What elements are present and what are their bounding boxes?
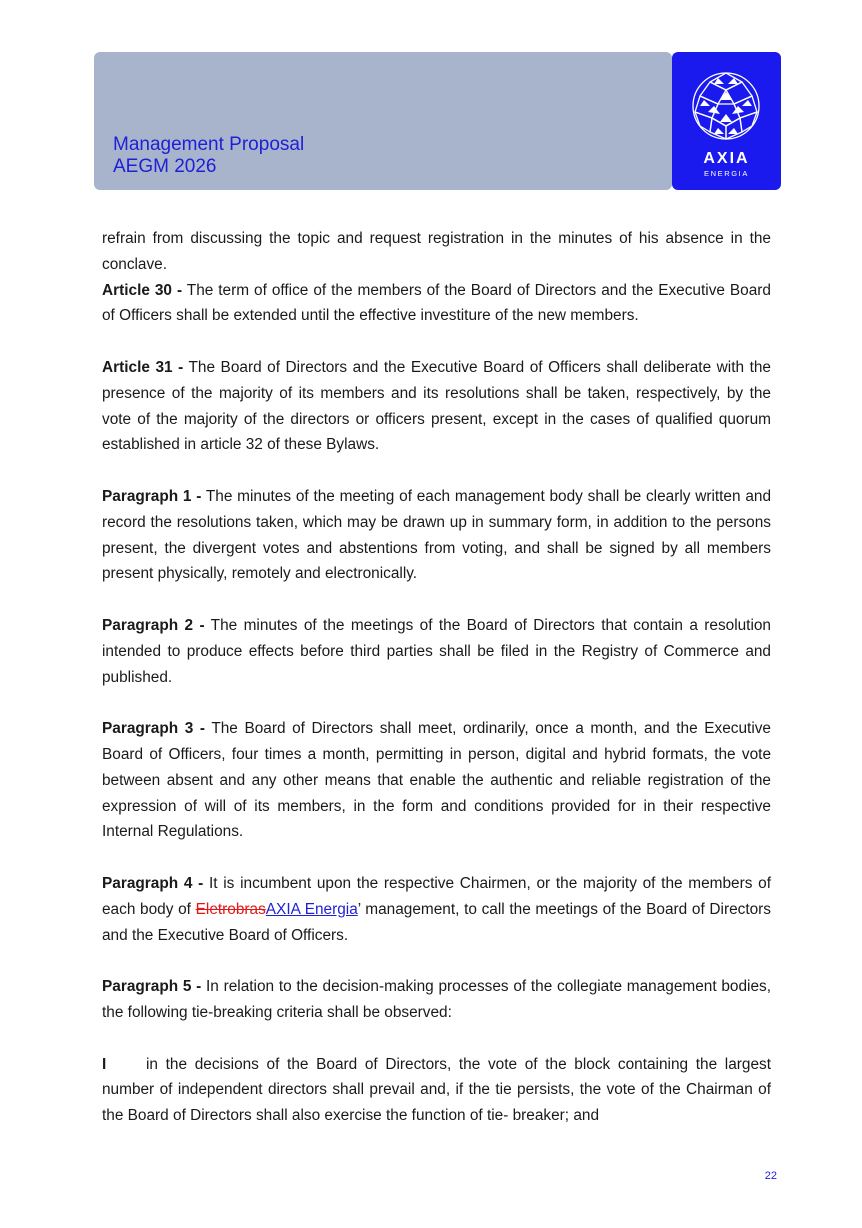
document-title-line2: AEGM 2026 <box>113 156 217 177</box>
paragraph-5-text: In relation to the decision-making processes of the collegiate management bodies, the following tie-breaking criteria shall be observed: <box>102 978 771 1021</box>
list-item-text: in the decisions of the Board of Directors, the vote of the block containing the largest number of independent directors shall prevail and, if the tie persists, the vote of the Chairman of the Board of Directors shall also exercise the function of tie- breaker; and <box>102 1055 771 1125</box>
paragraph-4 <box>102 871 771 948</box>
company-logo <box>672 52 781 190</box>
logo-subtitle: ENERGIA <box>704 169 749 178</box>
paragraph-4-text-start: It is incumbent upon the respective Chairmen, or the majority of the members of each body of <box>102 874 771 918</box>
paragraph-1 <box>102 484 771 587</box>
list-item <box>102 1052 771 1129</box>
article-30-label: Article 30 - <box>102 281 183 299</box>
deleted-text: Eletrobras <box>195 900 266 918</box>
article-30 <box>102 278 771 330</box>
article-31-label: Article 31 - <box>102 358 184 376</box>
logo-wordmark: AXIA <box>703 150 750 167</box>
document-title-line1: Management Proposal <box>113 134 305 155</box>
paragraph-3 <box>102 716 771 845</box>
document-title <box>113 134 304 178</box>
continued-paragraph: refrain from discussing the topic and request registration in the minutes of his absence in the conclave. <box>102 230 771 273</box>
paragraph-2-label: Paragraph 2 - <box>102 616 205 634</box>
paragraph-1-text: The minutes of the meeting of each management body shall be clearly written and record the resolutions taken, which may be drawn up in summary form, in addition to the persons present, the divergent votes and abstentions from voting, and shall be signed by all members present physically, remotely and electronically. <box>102 487 772 583</box>
header-banner <box>94 52 672 190</box>
article-30-text: The term of office of the members of the Board of Directors and the Executive Board of Officers shall be extended until the effective investiture of the new members. <box>102 281 771 325</box>
paragraph-2-text: The minutes of the meetings of the Board of Directors that contain a resolution intended to produce effects before third parties shall be filed in the Registry of Commerce and published. <box>102 616 771 686</box>
article-31 <box>102 355 771 458</box>
paragraph-2 <box>102 613 771 690</box>
paragraph-3-text: The Board of Directors shall meet, ordinarily, once a month, and the Executive Board of Officers, four times a month, permitting in person, digital and hybrid formats, the vote between absent and any other means that enable the authentic and reliable registration of the expression of will of its members, in the form and conditions provided for in their respective Internal Regulations. <box>102 720 771 841</box>
paragraph-3-label: Paragraph 3 - <box>102 720 206 738</box>
inserted-text: AXIA Energia <box>265 900 358 918</box>
page-number: 22 <box>764 1170 777 1182</box>
geodesic-globe-icon <box>690 70 762 142</box>
document-body <box>102 226 771 1129</box>
paragraph-5 <box>102 974 771 1026</box>
paragraph-5-label: Paragraph 5 - <box>102 978 202 996</box>
list-item-number: I <box>102 1055 107 1073</box>
paragraph-4-text-end: ’ management, to call the meetings of the Board of Directors and the Executive Board of Officers. <box>102 900 771 944</box>
paragraph-4-label: Paragraph 4 - <box>102 874 204 892</box>
article-31-text: The Board of Directors and the Executive Board of Officers shall deliberate with the presence of the majority of its members and its resolutions shall be taken, respectively, by the vote of the majority of the directors or officers present, except in the cases of qualified quorum established in article 32 of these Bylaws. <box>102 358 771 454</box>
paragraph-1-label: Paragraph 1 - <box>102 487 202 505</box>
